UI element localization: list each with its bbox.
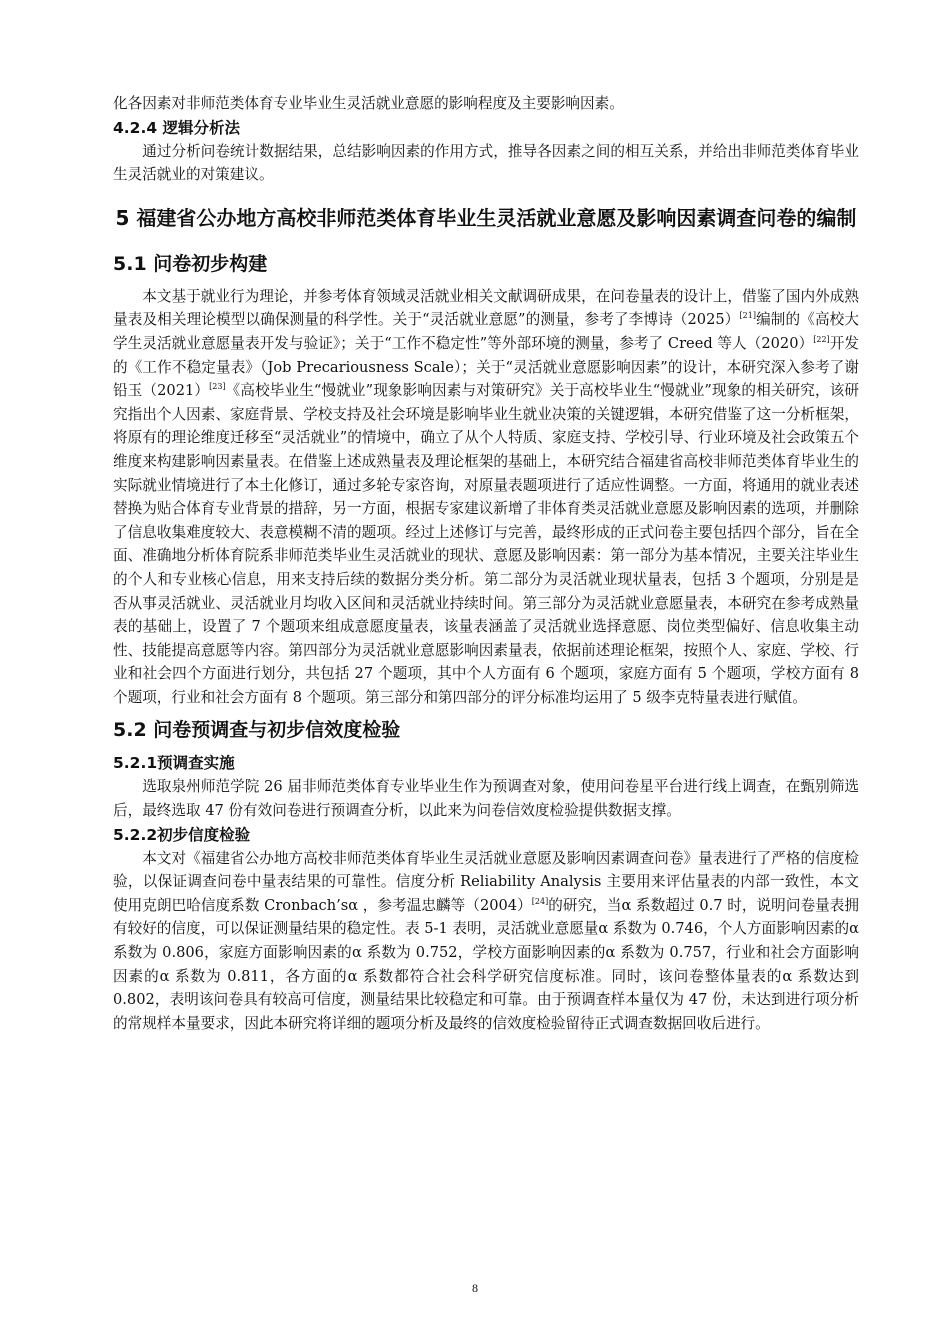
page-number: 8 xyxy=(472,1281,478,1295)
document-body xyxy=(113,92,859,1035)
paragraph-5-1-part-c: 开发的《工作不稳定量表》（Job Precariousness Scale）；关于“灵活就业意愿影响因素”的设计，本研究深入参考了谢铅玉（2021） xyxy=(113,334,859,400)
citation-23: [23] xyxy=(209,382,226,392)
chapter-5-title: 5 福建省公办地方高校非师范类体育毕业生灵活就业意愿及影响因素调查问卷的编制 xyxy=(115,205,857,230)
paragraph-5-1-part-b: 编制的《高校大学生灵活就业意愿量表开发与验证》；关于“工作不稳定性”等外部环境的测量，参考了 Creed 等人（2020） xyxy=(113,311,859,352)
heading-4-2-4: 4.2.4 逻辑分析法 xyxy=(113,118,241,137)
heading-5-2-2: 5.2.2初步信度检验 xyxy=(113,825,251,844)
heading-5-2: 5.2 问卷预调查与初步信效度检验 xyxy=(113,719,401,742)
paragraph-5-1-part-a: 本文基于就业行为理论，并参考体育领域灵活就业相关文献调研成果，在问卷量表的设计上，借鉴了国内外成熟量表及相关理论模型以确保测量的科学性。关于“灵活就业意愿”的测量，参考了李博诗（2025） xyxy=(113,287,859,329)
continued-paragraph: 化各因素对非师范类体育专业毕业生灵活就业意愿的影响程度及主要影响因素。 xyxy=(113,95,624,112)
paragraph-5-1-part-d: 《高校毕业生“慢就业”现象影响因素与对策研究》关于高校毕业生“慢就业”现象的相关研究，该研究指出个人因素、家庭背景、学校支持及社会环境是影响毕业生就业决策的关键逻辑，本研究借鉴了这一分析框架，将原有的理论维度迁移至“灵活就业”的情境中，确立了从个人特质、家庭支持、学校引导、行业环境及社会政策五个维度来构建影响因素量表。在借鉴上述成熟量表及理论框架的基础上，本研究结合福建省高校非师范类体育毕业生的实际就业情境进行了本土化修订，通过多轮专家咨询，对原量表题项进行了适应性调整。一方面，将通用的就业表述替换为贴合体育专业背景的措辞，另一方面，根据专家建议新增了非体育类灵活就业意愿及影响因素的选项，并删除了信息收集难度较大、表意模糊不清的题项。经过上述修订与完善，最终形成的正式问卷主要包括四个部分，旨在全面、准确地分析体育院系非师范类毕业生灵活就业的现状、意愿及影响因素：第一部分为基本情况，主要关注毕业生的个人和专业核心信息，用来支持后续的数据分类分析。第二部分为灵活就业现状量表，包括 3 个题项，分别是是否从事灵活就业、灵活就业月均收入区间和灵活就业持续时间。第三部分为灵活就业意愿量表，本研究在参考成熟量表的基础上，设置了 7 个题项来组成意愿度量表，该量表涵盖了灵活就业选择意愿、岗位类型偏好、信息收集主动性、技能提高意愿等内容。第四部分为灵活就业意愿影响因素量表，依据前述理论框架，按照个人、家庭、学校、行业和社会四个方面进行划分，共包括 27 个题项，其中个人方面有 6 个题项，家庭方面有 5 个题项，学校方面有 8 个题项，行业和社会方面有 8 个题项。第三部分和第四部分的评分标准均运用了 5 级李克特量表进行赋值。 xyxy=(113,382,859,706)
citation-24: [24] xyxy=(531,896,549,906)
citation-21: [21] xyxy=(739,311,756,321)
paragraph-5-2-2-part-b: 的研究，当α 系数超过 0.7 时，说明问卷量表拥有较好的信度，可以保证测量结果的稳定性。表 5-1 表明，灵活就业意愿量α 系数为 0.746，个人方面影响因素的α 系数为 0.806，家庭方面影响因素的α 系数为 0.752，学校方面影响因素的α 系数为 0.757，行业和社会方面影响因素的α 系数为 0.811，各方面的α 系数都符合社会科学研究信度标准。同时，该问卷整体量表的α 系数达到 0.802，表明该问卷具有较高可信度，测量结果比较稳定和可靠。由于预调查样本量仅为 47 份，未达到进行项分析的常规样本量要求，因此本研究将详细的题项分析及最终的信效度检验留待正式调查数据回收后进行。 xyxy=(113,896,859,1032)
citation-22: [22] xyxy=(813,335,830,345)
paragraph-5-1 xyxy=(113,285,859,710)
paragraph-4-2-4: 通过分析问卷统计数据结果，总结影响因素的作用方式，推导各因素之间的相互关系，并给出非师范类体育毕业生灵活就业的对策建议。 xyxy=(113,142,859,184)
paragraph-5-2-2-part-a: 本文对《福建省公办地方高校非师范类体育毕业生灵活就业意愿及影响因素调查问卷》量表进行了严格的信度检验，以保证调查问卷中量表结果的可靠性。信度分析 Reliability Analysis 主要用来评估量表的内部一致性，本文使用克朗巴哈信度系数 Cronbach’sα ，参考温忠麟等（2004） xyxy=(113,849,859,914)
paragraph-5-2-2 xyxy=(113,847,859,1036)
heading-5-1: 5.1 问卷初步构建 xyxy=(113,252,268,275)
paragraph-5-2-1: 选取泉州师范学院 26 届非师范类体育专业毕业生作为预调查对象，使用问卷星平台进行线上调查，在甄别筛选后，最终选取 47 份有效问卷进行预调查分析，以此来为问卷信效度检验提供数据支撑。 xyxy=(113,778,859,820)
heading-5-2-1: 5.2.1预调查实施 xyxy=(113,754,235,773)
